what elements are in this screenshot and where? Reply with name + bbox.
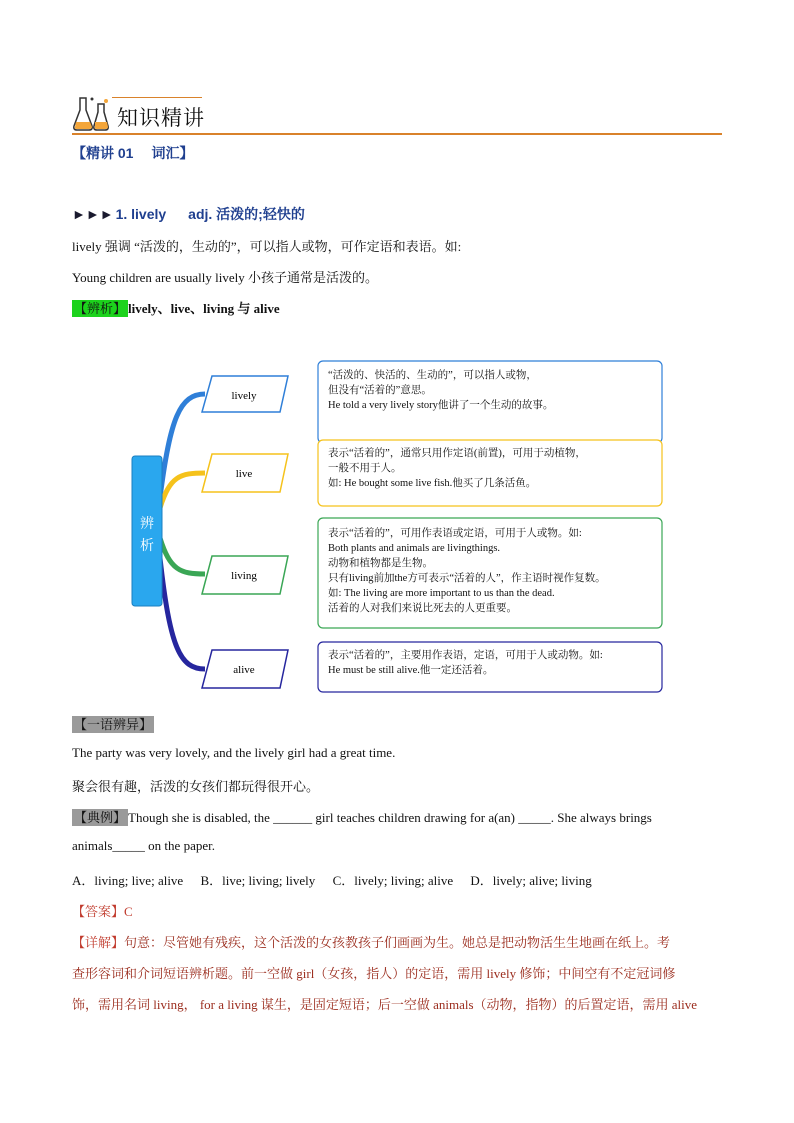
desc-living-line: 活着的人对我们来说比死去的人更重要。	[328, 603, 517, 614]
arrow-icons: ►►►	[72, 206, 114, 222]
choice-b: B．live; living; lively	[200, 873, 316, 888]
answer-tag: 【答案】	[72, 904, 125, 919]
branch-live	[160, 473, 205, 508]
desc-living-line: 表示“活着的”，可用作表语或定语，可用于人或物。如:	[328, 528, 582, 539]
detail-line-3: 饰，需用名词 living， for a living 谋生，是固定短语；后一空做 animals（动物，指物）的后置定语，需用 alive	[72, 997, 698, 1012]
word-alive: alive	[233, 664, 255, 676]
section-label-b: 词汇】	[151, 145, 194, 161]
detail-line-2: 查形容词和介词短语辨析题。前一空做 girl（女孩，指人）的定语，需用 lively 修饰；中间空有不定冠词修	[72, 966, 676, 981]
choices	[72, 870, 606, 889]
bianxi-tag: 【辨析】	[74, 301, 127, 316]
example-line-1	[72, 807, 652, 826]
branch-lively	[160, 394, 205, 498]
choice-c: C．lively; living; alive	[332, 873, 454, 888]
section-title: 知识精讲	[117, 106, 205, 130]
detail-text-1: 句意：尽管她有残疾，这个活泼的女孩教孩子们画画为生。她总是把动物活生生地画在纸上。考	[124, 935, 671, 950]
detail-line-1	[72, 932, 670, 951]
choice-d: D．lively; alive; living	[470, 873, 592, 888]
section-label-a: 【精讲 01	[72, 145, 134, 161]
branch-living	[160, 538, 205, 574]
vocab-word: 1. lively	[115, 206, 167, 222]
answer-line	[72, 901, 133, 920]
yiyu-tag: 【一语辨异】	[74, 717, 153, 732]
choice-a: A．living; live; alive	[72, 873, 184, 888]
yiyu-en: The party was very lovely, and the lively girl had a great time.	[72, 745, 396, 760]
bianxi-text: lively、live、living 与 alive	[128, 301, 280, 316]
desc-live-line: 表示“活着的”，通常只用作定语(前置)，可用于动植物，	[328, 448, 586, 459]
desc-lively-line: 但没有“活着的”意思。	[328, 385, 432, 396]
desc-living-line: 只有living前加the方可表示“活着的人”，作主语时视作复数。	[328, 573, 606, 584]
section-label	[72, 143, 211, 163]
desc-alive-line: 表示“活着的”，主要用作表语，定语，可用于人或动物。如:	[328, 650, 603, 661]
mind-map	[130, 358, 670, 698]
word-lively: lively	[231, 390, 257, 402]
word-live: live	[235, 468, 253, 480]
center-label-2: 析	[140, 539, 154, 554]
center-label-1: 辨	[140, 517, 154, 532]
section-header	[72, 96, 722, 136]
detail-tag: 【详解】	[72, 935, 125, 950]
desc-living-line: Both plants and animals are livingthings.	[328, 543, 501, 554]
desc-lively-line: “活泼的、快活的、生动的”，可以指人或物，	[328, 370, 537, 381]
example-text-1: Though she is disabled, the ______ girl teaches children drawing for a(an) _____. She always brings	[128, 810, 652, 825]
flask-icon	[72, 96, 112, 132]
desc-lively-line: He told a very lively story他讲了一个生动的故事。	[328, 400, 554, 411]
desc-live-line: 一般不用于人。	[328, 463, 402, 474]
yiyu-zh: 聚会很有趣，活泼的女孩们都玩得很开心。	[72, 779, 320, 794]
vocab-heading	[72, 204, 305, 224]
header-rule	[72, 133, 722, 135]
desc-living-line: 动物和植物都是生物。	[328, 558, 433, 569]
header-top-rule	[112, 97, 202, 98]
example-tag: 【典例】	[74, 810, 127, 825]
example-line-2: animals_____ on the paper.	[72, 838, 215, 853]
word-living: living	[231, 570, 257, 582]
yiyu-tag-line	[72, 714, 154, 733]
vocab-pos: adj. 活泼的;轻快的	[188, 206, 305, 222]
bianxi-line	[72, 298, 280, 317]
intro-line-2: Young children are usually lively 小孩子通常是活泼的。	[72, 270, 378, 285]
intro-line-1: lively 强调 “活泼的，生动的”，可以指人或物，可作定语和表语。如:	[72, 239, 462, 254]
desc-alive-line: He must be still alive.他一定还活着。	[328, 665, 494, 676]
desc-living-line: 如: The living are more important to us than the dead.	[328, 588, 555, 599]
desc-live-line: 如: He bought some live fish.他买了几条活鱼。	[328, 478, 537, 489]
answer-value: C	[124, 904, 133, 919]
